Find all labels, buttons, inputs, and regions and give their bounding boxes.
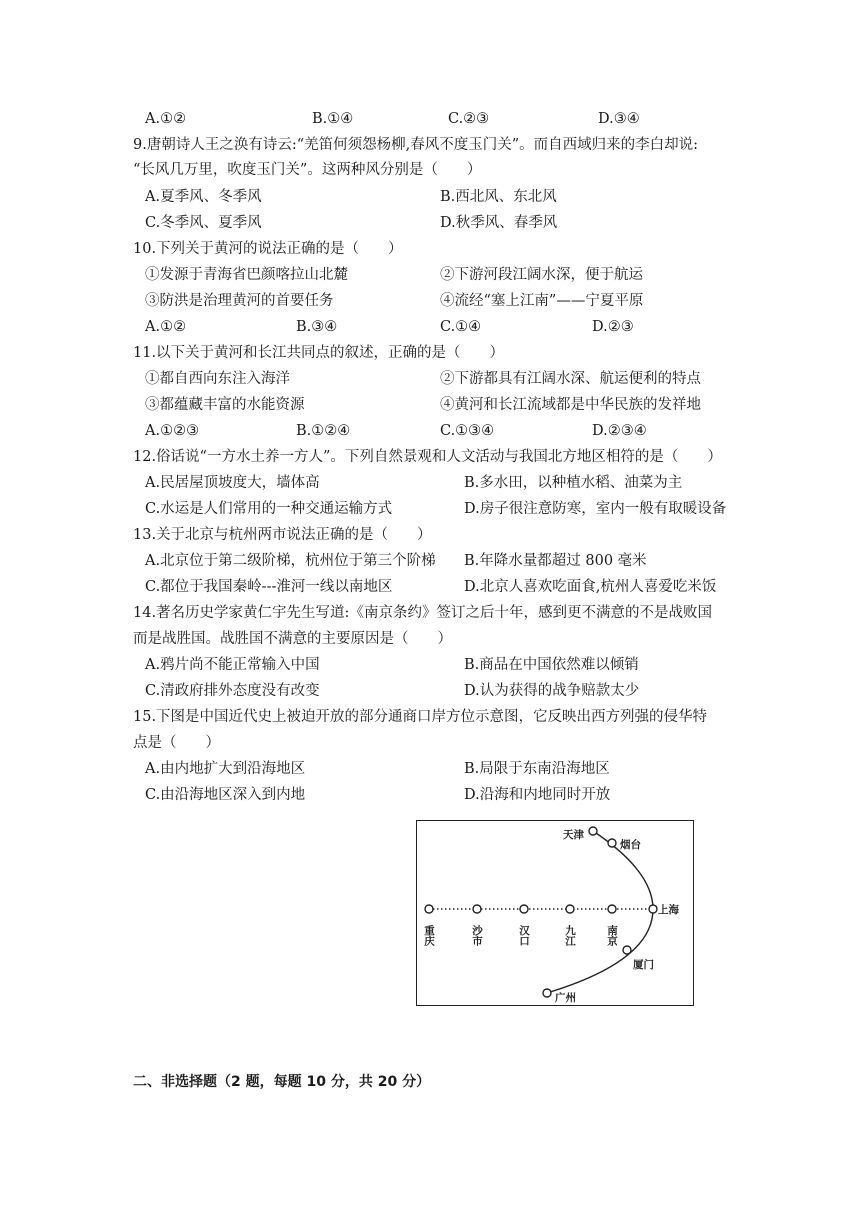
q14-option-c: C.清政府排外态度没有改变 xyxy=(145,683,320,699)
q13-option-c: C.都位于我国秦岭---淮河一线以南地区 xyxy=(145,579,393,595)
q9-stem-line2: “长风几万里，吹度玉门关”。这两种风分别是（ ） xyxy=(133,162,482,178)
q10-statement-1: ①发源于青海省巴颜喀拉山北麓 xyxy=(145,267,348,283)
jiujiang-point xyxy=(566,905,574,913)
q8-option-a: A.①② xyxy=(145,111,187,127)
yantai-point xyxy=(608,839,616,847)
treaty-ports-map-svg xyxy=(417,821,692,1004)
nanjing-label: 南京 xyxy=(606,925,618,946)
shanghai-label: 上海 xyxy=(658,904,679,916)
nanjing-point xyxy=(608,905,616,913)
q10-statement-3: ③防洪是治理黄河的首要任务 xyxy=(145,293,334,309)
q10-stem: 10.下列关于黄河的说法正确的是（ ） xyxy=(133,241,403,257)
q11-statement-1: ①都自西向东注入海洋 xyxy=(145,371,290,387)
q12-option-b: B.多水田，以种植水稻、油菜为主 xyxy=(464,475,683,491)
q11-option-a: A.①②③ xyxy=(145,423,200,439)
chongqing-label: 重庆 xyxy=(423,925,435,946)
q9-option-b: B.西北风、东北风 xyxy=(440,189,557,205)
q10-option-c: C.①④ xyxy=(440,319,482,335)
yantai-label: 烟台 xyxy=(620,839,641,851)
q15-stem-line2: 点是（ ） xyxy=(133,735,220,751)
q11-option-c: C.①③④ xyxy=(440,423,495,439)
q12-stem: 12.俗话说“一方水土养一方人”。下列自然景观和人文活动与我国北方地区相符的是（ ） xyxy=(133,449,722,465)
q15-option-c: C.由沿海地区深入到内地 xyxy=(145,787,306,803)
q11-option-d: D.②③④ xyxy=(592,423,647,439)
q14-option-a: A.鸦片尚不能正常输入中国 xyxy=(145,657,320,673)
q12-option-a: A.民居屋顶坡度大，墙体高 xyxy=(145,475,320,491)
q10-option-a: A.①② xyxy=(145,319,187,335)
shashi-label: 沙市 xyxy=(471,925,483,946)
hankou-label: 汉口 xyxy=(518,925,530,946)
q14-option-b: B.商品在中国依然难以倾销 xyxy=(464,657,639,673)
shanghai-point xyxy=(649,905,657,913)
xiamen-label: 厦门 xyxy=(633,959,654,971)
q10-option-b: B.③④ xyxy=(296,319,338,335)
q13-option-b: B.年降水量都超过 800 毫米 xyxy=(464,553,647,569)
q9-option-a: A.夏季风、冬季风 xyxy=(145,189,262,205)
q9-option-c: C.冬季风、夏季风 xyxy=(145,215,262,231)
tianjin-point xyxy=(589,827,597,835)
q14-stem-line2: 而是战胜国。战胜国不满意的主要原因是（ ） xyxy=(133,631,452,647)
q8-option-b: B.①④ xyxy=(312,111,354,127)
q12-option-c: C.水运是人们常用的一种交通运输方式 xyxy=(145,501,393,517)
q13-stem: 13.关于北京与杭州两市说法正确的是（ ） xyxy=(133,527,432,543)
q11-statement-3: ③都蕴藏丰富的水能资源 xyxy=(145,397,305,413)
q11-option-b: B.①②④ xyxy=(296,423,351,439)
guangzhou-point xyxy=(543,989,551,997)
section-2-heading: 二、非选择题（2 题，每题 10 分，共 20 分） xyxy=(133,1074,431,1090)
jiujiang-label: 九江 xyxy=(564,925,576,946)
q8-option-c: C.②③ xyxy=(448,111,490,127)
q11-statement-2: ②下游都具有江阔水深、航运便利的特点 xyxy=(440,371,701,387)
q11-statement-4: ④黄河和长江流域都是中华民族的发祥地 xyxy=(440,397,701,413)
guangzhou-label: 广州 xyxy=(555,992,576,1004)
tianjin-label: 天津 xyxy=(563,829,584,841)
q10-statement-4: ④流经“塞上江南”——宁夏平原 xyxy=(440,293,644,309)
chongqing-point xyxy=(425,905,433,913)
q15-option-d: D.沿海和内地同时开放 xyxy=(464,787,611,803)
q15-option-b: B.局限于东南沿海地区 xyxy=(464,761,610,777)
q11-stem: 11.以下关于黄河和长江共同点的叙述，正确的是（ ） xyxy=(133,345,505,361)
q15-option-a: A.由内地扩大到沿海地区 xyxy=(145,761,306,777)
q14-option-d: D.认为获得的战争赔款太少 xyxy=(464,683,640,699)
hankou-point xyxy=(520,905,528,913)
q13-option-d: D.北京人喜欢吃面食,杭州人喜爱吃米饭 xyxy=(464,579,717,595)
q8-option-d: D.③④ xyxy=(598,111,640,127)
q15-stem-line1: 15.下图是中国近代史上被迫开放的部分通商口岸方位示意图，它反映出西方列强的侵华特 xyxy=(133,709,708,725)
q12-option-d: D.房子很注意防寒，室内一般有取暖设备 xyxy=(464,501,727,517)
q10-statement-2: ②下游河段江阔水深，便于航运 xyxy=(440,267,643,283)
q13-option-a: A.北京位于第二级阶梯，杭州位于第三个阶梯 xyxy=(145,553,436,569)
q14-stem-line1: 14.著名历史学家黄仁宇先生写道:《南京条约》签订之后十年，感到更不满意的不是战败国 xyxy=(133,605,712,621)
q9-stem-line1: 9.唐朝诗人王之涣有诗云:“羌笛何须怨杨柳,春风不度玉门关”。而自西域归来的李白却说: xyxy=(133,137,699,153)
treaty-ports-map xyxy=(416,820,694,1006)
xiamen-point xyxy=(623,946,631,954)
q9-option-d: D.秋季风、春季风 xyxy=(440,215,558,231)
shashi-point xyxy=(473,905,481,913)
q10-option-d: D.②③ xyxy=(592,319,634,335)
